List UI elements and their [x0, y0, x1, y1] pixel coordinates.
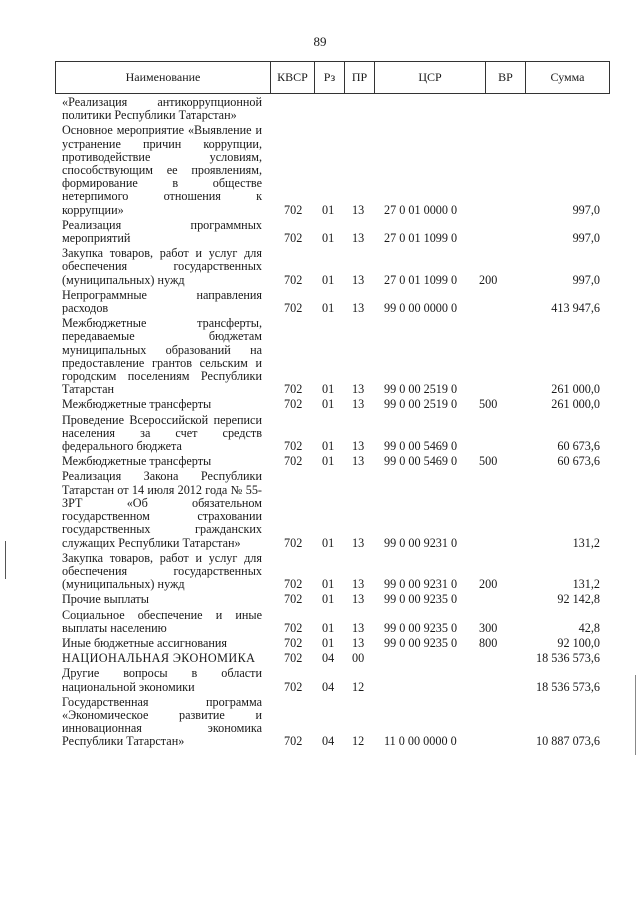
- page-number: 89: [313, 34, 327, 49]
- row-name: Закупка товаров, работ и услуг для обеспечения государственных (муниципальных) нужд: [62, 550, 262, 592]
- table-row: [62, 552, 602, 592]
- row-sum: 261 000,0: [551, 397, 600, 412]
- row-rz: 04: [322, 679, 335, 694]
- row-pr: 00: [352, 651, 365, 666]
- row-sum: 92 100,0: [557, 635, 600, 650]
- row-csr: 99 0 00 9235 0: [384, 620, 458, 635]
- row-rz: 04: [322, 651, 335, 666]
- row-sum: 131,2: [572, 577, 600, 592]
- row-kvsr: 702: [284, 620, 303, 635]
- row-kvsr: 702: [284, 535, 303, 550]
- row-vr: 200: [479, 272, 498, 287]
- table-row: [62, 124, 602, 216]
- column-header-kvsr: КВСР: [271, 62, 315, 93]
- row-kvsr: 702: [284, 202, 303, 217]
- table-row: [62, 96, 602, 122]
- table-row: [62, 667, 602, 693]
- row-rz: 01: [322, 535, 335, 550]
- row-kvsr: 702: [284, 231, 303, 246]
- table-row: [62, 289, 602, 315]
- row-sum: 60 673,6: [557, 439, 600, 454]
- column-header-csr: ЦСР: [375, 62, 486, 93]
- row-name: Основное мероприятие «Выявление и устранение причин коррупции, противодействие условиям, способствующим ее проявлениям, формирование в обществе нетерпимого отношения к коррупции»: [62, 123, 262, 217]
- table-row: [62, 398, 602, 411]
- row-rz: 01: [322, 382, 335, 397]
- row-rz: 01: [322, 202, 335, 217]
- row-name: Прочие выплаты: [62, 592, 149, 607]
- row-sum: 413 947,6: [551, 301, 600, 316]
- row-name: Другие вопросы в области национальной экономики: [62, 666, 262, 694]
- row-vr: 500: [479, 397, 498, 412]
- table-row: [62, 593, 602, 606]
- row-name: Проведение Всероссийской переписи населения за счет средств федерального бюджета: [62, 412, 262, 454]
- row-kvsr: 702: [284, 651, 303, 666]
- row-sum: 10 887 073,6: [536, 734, 600, 749]
- table-row: [62, 470, 602, 549]
- row-csr: 99 0 00 9231 0: [384, 577, 458, 592]
- row-pr: 13: [352, 382, 365, 397]
- row-pr: 12: [352, 679, 365, 694]
- row-name: Межбюджетные трансферты: [62, 397, 212, 412]
- row-name: Реализация Закона Республики Татарстан от 14 июля 2012 года № 55-ЗРТ «Об обязательном государственном страховании государственных гражданских служащих Республики Татарстан»: [62, 469, 262, 550]
- row-name: НАЦИОНАЛЬНАЯ ЭКОНОМИКА: [62, 651, 256, 666]
- budget-table-body: [62, 96, 602, 749]
- row-sum: 131,2: [572, 535, 600, 550]
- row-rz: 01: [322, 592, 335, 607]
- row-rz: 01: [322, 397, 335, 412]
- row-name: Закупка товаров, работ и услуг для обеспечения государственных (муниципальных) нужд: [62, 246, 262, 287]
- margin-mark: [635, 675, 636, 755]
- row-csr: 99 0 00 9235 0: [384, 592, 458, 607]
- row-csr: 11 0 00 0000 0: [384, 734, 457, 749]
- row-kvsr: 702: [284, 439, 303, 454]
- row-kvsr: 702: [284, 397, 303, 412]
- table-row: [62, 455, 602, 468]
- row-sum: 997,0: [572, 231, 600, 246]
- row-csr: 27 0 01 1099 0: [384, 231, 458, 246]
- table-row: [62, 414, 602, 454]
- row-name: Иные бюджетные ассигнования: [62, 635, 228, 650]
- table-header: [55, 61, 610, 94]
- row-vr: 200: [479, 577, 498, 592]
- row-rz: 01: [322, 231, 335, 246]
- row-kvsr: 702: [284, 382, 303, 397]
- column-header-name: Наименование: [56, 62, 271, 93]
- row-pr: 13: [352, 454, 365, 469]
- margin-mark: [5, 541, 6, 579]
- row-pr: 13: [352, 620, 365, 635]
- row-sum: 997,0: [572, 202, 600, 217]
- row-pr: 13: [352, 577, 365, 592]
- row-sum: 261 000,0: [551, 382, 600, 397]
- column-header-sum: Сумма: [550, 70, 585, 84]
- row-csr: 99 0 00 9231 0: [384, 535, 458, 550]
- row-pr: 13: [352, 202, 365, 217]
- row-rz: 01: [322, 301, 335, 316]
- row-kvsr: 702: [284, 301, 303, 316]
- row-pr: 13: [352, 635, 365, 650]
- row-sum: 42,8: [578, 620, 600, 635]
- row-rz: 01: [322, 454, 335, 469]
- row-kvsr: 702: [284, 454, 303, 469]
- table-row: [62, 317, 602, 396]
- row-sum: 60 673,6: [557, 454, 600, 469]
- row-kvsr: 702: [284, 679, 303, 694]
- row-csr: 27 0 01 1099 0: [384, 272, 458, 287]
- row-vr: 500: [479, 454, 498, 469]
- table-row: [62, 247, 602, 287]
- row-name: Социальное обеспечение и иные выплаты населению: [62, 607, 262, 635]
- row-rz: 04: [322, 734, 335, 749]
- row-pr: 13: [352, 592, 365, 607]
- row-pr: 13: [352, 301, 365, 316]
- row-sum: 997,0: [572, 272, 600, 287]
- row-rz: 01: [322, 439, 335, 454]
- row-rz: 01: [322, 272, 335, 287]
- table-row: [62, 609, 602, 635]
- row-rz: 01: [322, 620, 335, 635]
- table-row: [62, 652, 602, 665]
- row-name: Государственная программа «Экономическое развитие и инновационная экономика Республики Татарстан»: [62, 694, 262, 749]
- row-csr: 99 0 00 2519 0: [384, 397, 458, 412]
- row-pr: 12: [352, 734, 365, 749]
- row-name: Реализация программных мероприятий: [62, 217, 262, 246]
- row-name: Межбюджетные трансферты: [62, 454, 212, 469]
- row-vr: 300: [479, 620, 498, 635]
- row-pr: 13: [352, 439, 365, 454]
- table-row: [62, 219, 602, 245]
- row-rz: 01: [322, 635, 335, 650]
- row-kvsr: 702: [284, 635, 303, 650]
- row-pr: 13: [352, 535, 365, 550]
- row-pr: 13: [352, 272, 365, 287]
- column-header-pr: ПР: [345, 62, 375, 93]
- row-csr: 99 0 00 5469 0: [384, 439, 458, 454]
- row-pr: 13: [352, 397, 365, 412]
- row-csr: 99 0 00 0000 0: [384, 301, 458, 316]
- table-row: [62, 696, 602, 749]
- row-name: «Реализация антикоррупционной политики Республики Татарстан»: [62, 95, 262, 123]
- row-kvsr: 702: [284, 272, 303, 287]
- row-rz: 01: [322, 577, 335, 592]
- row-sum: 92 142,8: [557, 592, 600, 607]
- table-row: [62, 637, 602, 650]
- row-sum: 18 536 573,6: [536, 679, 600, 694]
- column-header-vr: ВР: [486, 62, 526, 93]
- row-sum: 18 536 573,6: [536, 651, 600, 666]
- row-kvsr: 702: [284, 592, 303, 607]
- row-csr: 27 0 01 0000 0: [384, 202, 458, 217]
- row-csr: 99 0 00 2519 0: [384, 382, 458, 397]
- row-kvsr: 702: [284, 734, 303, 749]
- row-name: Межбюджетные трансферты, передаваемые бюджетам муниципальных образований на предоставление грантов сельским и городским поселениям Республики Татарстан: [62, 316, 262, 397]
- row-csr: 99 0 00 9235 0: [384, 635, 458, 650]
- row-vr: 800: [479, 635, 498, 650]
- row-name: Непрограммные направления расходов: [62, 287, 262, 316]
- row-kvsr: 702: [284, 577, 303, 592]
- row-pr: 13: [352, 231, 365, 246]
- row-csr: 99 0 00 5469 0: [384, 454, 458, 469]
- column-header-rz: Рз: [315, 62, 345, 93]
